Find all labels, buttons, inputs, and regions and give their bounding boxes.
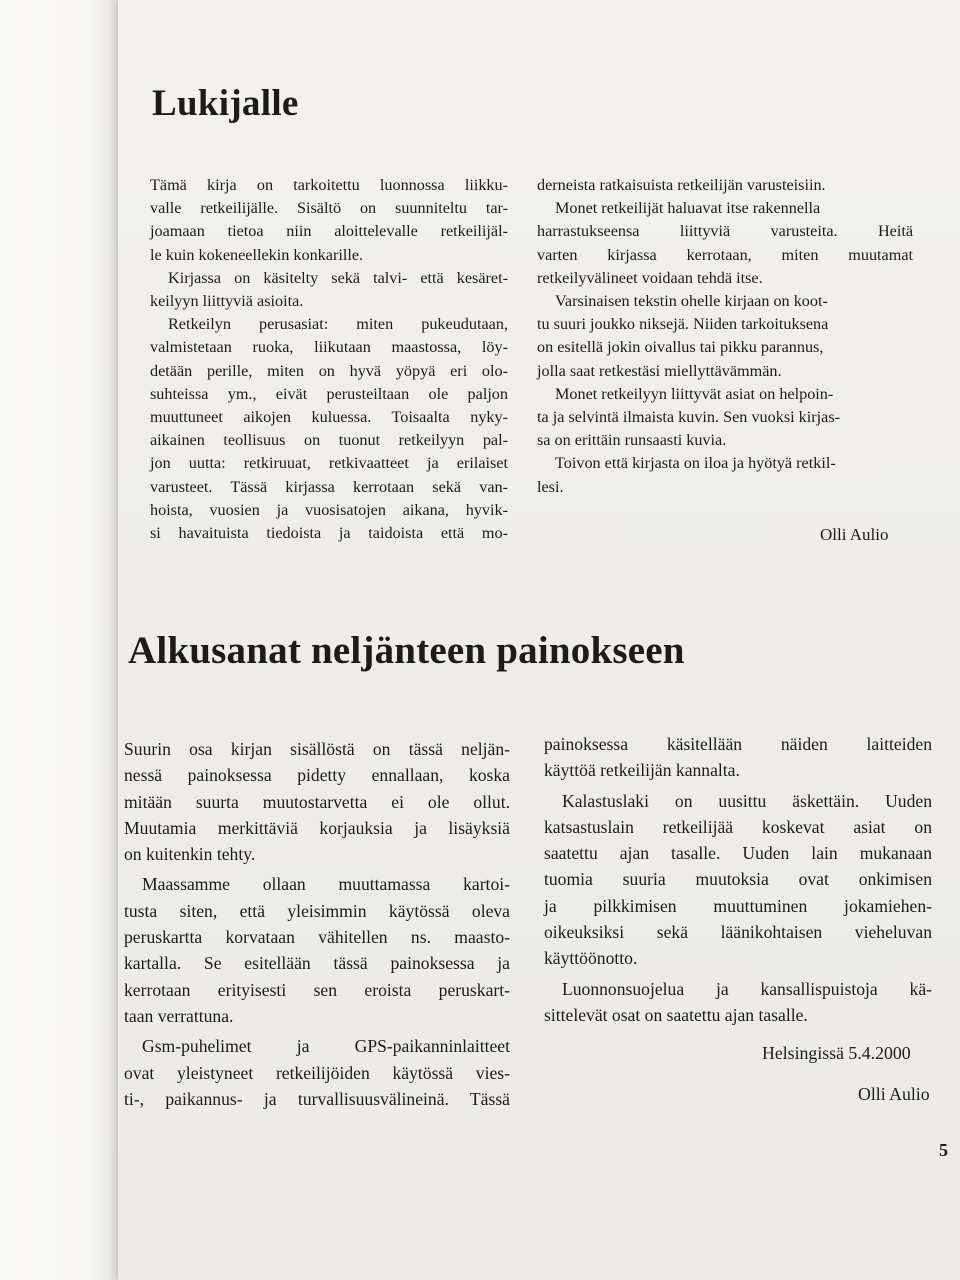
text-line: valle retkeilijälle. Sisältö on suunniteltu tar- xyxy=(150,199,508,218)
text-line: si havaituista tiedoista ja taidoista että mo- xyxy=(150,524,508,543)
text-line: lesi. xyxy=(537,477,564,496)
text-line: sa on erittäin runsaasti kuvia. xyxy=(537,431,727,450)
text-line: varusteet. Tässä kirjassa kerrotaan sekä van- xyxy=(150,477,508,496)
section2-right-column xyxy=(544,731,932,1028)
section2-signature: Olli Aulio xyxy=(858,1084,930,1104)
text-line: Monet retkeilyyn liittyvät asiat on helpoin- xyxy=(555,384,834,403)
text-line: ti-, paikannus- ja turvallisuusvälineinä. Tässä xyxy=(124,1088,510,1109)
text-line: derneista ratkaisuista retkeilijän varusteisiin. xyxy=(537,176,826,194)
section1-left-column xyxy=(150,174,508,545)
text-line: mitään suurta muutostarvetta ei ole ollut. xyxy=(124,791,510,812)
text-line: saatettu ajan tasalle. Uuden lain mukanaan xyxy=(544,843,932,864)
section1-signature: Olli Aulio xyxy=(820,525,889,544)
text-line: Maassamme ollaan muuttamassa kartoi- xyxy=(142,874,510,895)
text-line: tusta siten, että yleisimmin käytössä oleva xyxy=(124,900,510,921)
text-line: kerrotaan erityisesti sen eroista peruskart- xyxy=(124,979,510,1000)
text-line: kartalla. Se esitellään tässä painoksessa ja xyxy=(124,953,510,974)
text-line: Retkeilyn perusasiat: miten pukeudutaan, xyxy=(168,315,508,334)
text-line: käyttöönotto. xyxy=(544,948,638,969)
text-line: ja pilkkimisen muuttuminen jokamiehen- xyxy=(544,895,932,916)
text-line: retkeilyvälineet voidaan tehdä itse. xyxy=(537,268,763,287)
text-line: sittelevät osat on saatettu ajan tasalle. xyxy=(544,1004,808,1025)
text-line: detään perille, miten on hyvä yöpyä eri olo- xyxy=(150,361,508,380)
text-line: Gsm-puhelimet ja GPS-paikanninlaitteet xyxy=(142,1036,510,1057)
text-line: katsastuslain retkeilijää koskevat asiat on xyxy=(544,816,932,837)
text-line: nessä painoksessa pidetty ennallaan, koska xyxy=(124,765,510,786)
text-line: Toivon että kirjasta on iloa ja hyötyä retkil- xyxy=(555,454,836,473)
text-line: ta ja selvintä ilmaista kuvin. Sen vuoksi kirjas- xyxy=(537,408,841,427)
text-line: tuomia suuria muutoksia ovat onkimisen xyxy=(544,869,932,890)
text-line: käyttöä retkeilijän kannalta. xyxy=(544,760,740,781)
text-line: Kirjassa on käsitelty sekä talvi- että kesäret- xyxy=(168,268,508,287)
text-line: suhteissa ym., eivät perusteiltaan ole paljon xyxy=(150,384,508,403)
text-line: ovat yleistyneet retkeilijöiden käytössä vies- xyxy=(124,1062,510,1083)
text-line: varten kirjassa kerrotaan, miten muutamat xyxy=(537,245,913,264)
text-line: Muutamia merkittäviä korjauksia ja lisäyksiä xyxy=(124,817,510,838)
text-line: painoksessa käsitellään näiden laitteiden xyxy=(544,734,932,754)
text-line: on kuitenkin tehty. xyxy=(124,844,256,865)
page-number: 5 xyxy=(939,1140,948,1160)
text-line: valmistetaan ruoka, liikutaan maastossa, löy- xyxy=(150,338,508,357)
text-line: joamaan tietoa niin aloittelevalle retkeilijäl- xyxy=(150,222,508,241)
text-line: Varsinaisen tekstin ohelle kirjaan on koot- xyxy=(555,292,828,311)
text-line: keilyyn liittyviä asioita. xyxy=(150,292,304,311)
section-title-lukijalle: Lukijalle xyxy=(152,83,299,124)
text-line: oikeuksiksi sekä läänikohtaisen vieheluvan xyxy=(544,922,932,943)
text-line: aikainen teollisuus on tuonut retkeilyyn pal- xyxy=(150,431,508,450)
text-line: jolla saat retkestäsi miellyttävämmän. xyxy=(537,361,782,380)
section-title-alkusanat: Alkusanat neljänteen painokseen xyxy=(128,629,685,672)
text-line: tu suuri joukko niksejä. Niiden tarkoituksena xyxy=(537,315,829,334)
text-line: on esitellä jokin oivallus tai pikku parannus, xyxy=(537,338,824,357)
text-line: peruskartta korvataan vähitellen ns. maasto- xyxy=(124,927,510,948)
text-line: hoista, vuosien ja vuosisatojen aikana, hyvik- xyxy=(150,500,508,519)
section2-left-column xyxy=(124,736,510,1112)
place-and-date: Helsingissä 5.4.2000 xyxy=(762,1043,911,1063)
text-line: le kuin kokeneellekin konkarille. xyxy=(150,245,364,264)
text-line: Tämä kirja on tarkoitettu luonnossa liikku- xyxy=(150,176,508,194)
text-line: muuttuneet aikojen kuluessa. Toisaalta nyky- xyxy=(150,408,508,427)
text-line: harrastukseensa liittyviä varusteita. Heitä xyxy=(537,222,913,241)
text-line: Suurin osa kirjan sisällöstä on tässä neljän- xyxy=(124,739,510,759)
text-line: Monet retkeilijät haluavat itse rakennella xyxy=(555,199,821,218)
text-line: Kalastuslaki on uusittu äskettäin. Uuden xyxy=(562,790,932,811)
text-line: jon uutta: retkiruuat, retkivaatteet ja erilaiset xyxy=(150,454,508,473)
text-line: taan verrattuna. xyxy=(124,1005,234,1026)
previous-page-edge xyxy=(0,0,132,1280)
text-line: Luonnonsuojelua ja kansallispuistoja kä- xyxy=(562,978,932,999)
section1-right-column xyxy=(537,174,913,499)
